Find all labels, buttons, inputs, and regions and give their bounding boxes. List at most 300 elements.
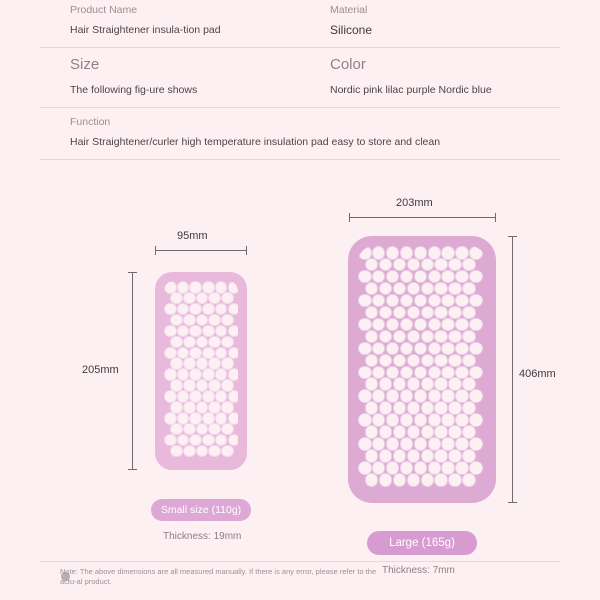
pad-hole <box>408 331 420 343</box>
pad-hole <box>442 295 454 307</box>
pad-hole <box>463 283 475 295</box>
pad-hole <box>203 304 214 315</box>
pad-hole <box>184 424 195 435</box>
small-width-label: 95mm <box>177 230 208 242</box>
pad-hole <box>401 295 413 307</box>
small-width-tick-left <box>155 246 156 255</box>
pad-hole <box>415 438 427 450</box>
pad-hole <box>429 343 441 355</box>
pad-hole <box>359 319 371 331</box>
pad-hole <box>366 259 378 271</box>
pad-hole <box>171 337 182 348</box>
pad-hole <box>442 271 454 283</box>
pad-hole <box>422 378 434 390</box>
pad-hole <box>178 413 189 424</box>
pad-hole <box>429 247 441 259</box>
pad-hole <box>197 424 208 435</box>
pad-hole <box>380 450 392 462</box>
pad-hole <box>435 259 447 271</box>
small-width-dim-line <box>155 250 247 251</box>
spec-row <box>40 108 560 160</box>
pad-hole <box>366 331 378 343</box>
spec-value: Silicone <box>330 23 373 37</box>
pad-hole <box>442 343 454 355</box>
pad-hole <box>359 343 371 355</box>
pad-hole <box>449 426 461 438</box>
pad-hole <box>470 247 482 259</box>
pad-hole <box>373 414 385 426</box>
pad-hole <box>435 426 447 438</box>
pad-hole <box>171 402 182 413</box>
pad-hole <box>209 446 220 457</box>
spec-cell-color <box>300 56 560 97</box>
pad-hole <box>470 271 482 283</box>
pad-hole <box>463 331 475 343</box>
pad-hole <box>216 326 227 337</box>
pad-hole <box>470 295 482 307</box>
pad-hole <box>463 402 475 414</box>
pad-hole <box>429 271 441 283</box>
pad-hole <box>435 355 447 367</box>
pad-hole <box>380 402 392 414</box>
pad-hole <box>380 283 392 295</box>
pad-hole <box>184 402 195 413</box>
pad-hole <box>387 271 399 283</box>
pad-hole <box>222 424 233 435</box>
pad-hole <box>394 259 406 271</box>
pad-hole <box>222 402 233 413</box>
large-height-label: 406mm <box>519 368 556 380</box>
pad-hole <box>449 450 461 462</box>
pad-hole <box>190 304 201 315</box>
pad-hole <box>456 271 468 283</box>
pad-hole <box>203 369 214 380</box>
small-height-tick-top <box>128 272 137 273</box>
pad-hole <box>456 367 468 379</box>
pad-hole <box>415 414 427 426</box>
pad-hole <box>449 474 461 486</box>
pad-hole <box>415 319 427 331</box>
pad-hole <box>387 390 399 402</box>
pad-hole <box>171 293 182 304</box>
pad-hole <box>190 348 201 359</box>
pad-hole <box>401 390 413 402</box>
pad-hole <box>209 380 220 391</box>
spec-label: Material <box>330 4 368 16</box>
pad-hole <box>449 402 461 414</box>
pad-hole <box>380 259 392 271</box>
pad-hole <box>165 369 176 380</box>
pad-hole <box>366 378 378 390</box>
pad-hole <box>229 304 239 315</box>
pad-hole <box>184 380 195 391</box>
pad-hole <box>165 413 176 424</box>
pad-hole <box>470 319 482 331</box>
pad-hole <box>456 319 468 331</box>
pad-hole <box>435 402 447 414</box>
large-pad-inner <box>358 246 486 493</box>
pad-hole <box>435 378 447 390</box>
pad-hole <box>442 390 454 402</box>
pad-hole <box>422 307 434 319</box>
pad-hole <box>401 438 413 450</box>
pad-hole <box>359 247 371 259</box>
pad-hole <box>359 390 371 402</box>
pad-hole <box>422 259 434 271</box>
pad-hole <box>449 307 461 319</box>
pad-hole <box>394 355 406 367</box>
specification-table <box>40 0 560 160</box>
pad-hole <box>470 414 482 426</box>
pad-hole <box>422 450 434 462</box>
pad-hole <box>171 358 182 369</box>
pad-hole <box>401 247 413 259</box>
pad-hole <box>229 391 239 402</box>
pad-hole <box>408 307 420 319</box>
pad-hole <box>429 367 441 379</box>
pad-hole <box>387 343 399 355</box>
pad-hole <box>415 462 427 474</box>
pad-hole <box>373 343 385 355</box>
pad-hole <box>435 331 447 343</box>
pad-hole <box>429 414 441 426</box>
pad-hole <box>197 446 208 457</box>
pad-hole <box>408 259 420 271</box>
pad-hole <box>408 355 420 367</box>
spec-value: Hair Straightener insula-tion pad <box>70 24 221 36</box>
small-pad-illustration <box>155 272 247 470</box>
spec-cell-material <box>300 4 560 37</box>
pad-hole <box>429 319 441 331</box>
pad-hole <box>165 326 176 337</box>
pad-hole <box>463 426 475 438</box>
footer-note: Note: The above dimensions are all measured manually. If there is any error, please refer to the actu-al product. <box>60 567 377 586</box>
pad-hole <box>401 367 413 379</box>
pad-hole <box>470 343 482 355</box>
pad-hole <box>394 331 406 343</box>
small-pad-holes <box>164 281 238 461</box>
pad-hole <box>442 462 454 474</box>
pad-hole <box>380 307 392 319</box>
large-size-badge: Large (165g) <box>367 531 477 555</box>
pad-hole <box>203 326 214 337</box>
pad-hole <box>222 293 233 304</box>
pad-hole <box>387 462 399 474</box>
pad-hole <box>408 426 420 438</box>
small-height-dim-line <box>132 272 133 470</box>
pad-hole <box>442 438 454 450</box>
pad-hole <box>190 369 201 380</box>
pad-hole <box>373 319 385 331</box>
pad-hole <box>184 358 195 369</box>
pad-hole <box>209 358 220 369</box>
spec-cell-product-name <box>40 4 300 37</box>
pad-hole <box>216 304 227 315</box>
pad-hole <box>449 355 461 367</box>
pad-hole <box>401 319 413 331</box>
pad-hole <box>429 390 441 402</box>
pad-hole <box>216 369 227 380</box>
pad-hole <box>171 446 182 457</box>
pad-hole <box>442 367 454 379</box>
pad-hole <box>190 326 201 337</box>
pad-hole <box>203 348 214 359</box>
pad-hole <box>422 283 434 295</box>
pad-hole <box>184 315 195 326</box>
pad-hole <box>449 259 461 271</box>
pad-hole <box>165 304 176 315</box>
pad-hole <box>178 435 189 446</box>
pad-hole <box>470 390 482 402</box>
pad-hole <box>197 402 208 413</box>
large-width-label: 203mm <box>396 197 433 209</box>
pad-hole <box>394 426 406 438</box>
pad-hole <box>408 474 420 486</box>
large-width-dim-line <box>349 217 496 218</box>
pad-hole <box>408 283 420 295</box>
small-height-tick-bottom <box>128 469 137 470</box>
pad-hole <box>197 358 208 369</box>
pad-hole <box>401 343 413 355</box>
pad-hole <box>359 438 371 450</box>
pad-hole <box>463 450 475 462</box>
pad-hole <box>394 474 406 486</box>
pad-hole <box>394 283 406 295</box>
pad-hole <box>184 446 195 457</box>
pad-hole <box>373 295 385 307</box>
large-width-tick-right <box>495 213 496 222</box>
pad-hole <box>429 462 441 474</box>
pad-hole <box>178 348 189 359</box>
pad-hole <box>171 315 182 326</box>
pad-hole <box>449 378 461 390</box>
pad-hole <box>222 315 233 326</box>
pad-hole <box>229 413 239 424</box>
pad-hole <box>463 378 475 390</box>
spec-label: Color <box>330 56 366 73</box>
pad-hole <box>229 348 239 359</box>
large-height-dim-line <box>512 236 513 503</box>
pad-hole <box>366 402 378 414</box>
pad-hole <box>442 247 454 259</box>
pad-hole <box>387 247 399 259</box>
pad-hole <box>184 293 195 304</box>
pad-hole <box>429 295 441 307</box>
pad-hole <box>165 348 176 359</box>
pad-hole <box>229 326 239 337</box>
pad-hole <box>408 450 420 462</box>
pad-hole <box>401 462 413 474</box>
pad-hole <box>401 271 413 283</box>
pad-hole <box>463 307 475 319</box>
pad-hole <box>422 402 434 414</box>
pad-hole <box>209 315 220 326</box>
pad-hole <box>359 367 371 379</box>
pad-hole <box>216 391 227 402</box>
pad-hole <box>203 413 214 424</box>
pad-hole <box>209 424 220 435</box>
pad-hole <box>422 426 434 438</box>
pad-hole <box>470 462 482 474</box>
pad-hole <box>380 355 392 367</box>
pad-hole <box>178 391 189 402</box>
large-height-tick-top <box>508 236 517 237</box>
pad-hole <box>387 367 399 379</box>
pad-hole <box>456 343 468 355</box>
pad-hole <box>216 435 227 446</box>
pad-hole <box>380 474 392 486</box>
pad-hole <box>222 446 233 457</box>
pad-hole <box>435 307 447 319</box>
pad-hole <box>222 337 233 348</box>
small-height-label: 205mm <box>82 364 119 376</box>
pad-hole <box>373 367 385 379</box>
pad-hole <box>435 283 447 295</box>
pad-hole <box>197 315 208 326</box>
pad-hole <box>178 282 189 293</box>
pad-hole <box>229 282 239 293</box>
pad-hole <box>178 326 189 337</box>
pad-hole <box>456 438 468 450</box>
spec-cell-function <box>40 116 560 149</box>
pad-hole <box>373 390 385 402</box>
pad-hole <box>456 390 468 402</box>
pad-hole <box>429 438 441 450</box>
pad-hole <box>209 293 220 304</box>
pad-hole <box>165 282 176 293</box>
pad-hole <box>178 369 189 380</box>
spec-value: The following fig-ure shows <box>70 84 198 96</box>
pad-hole <box>387 295 399 307</box>
pad-hole <box>216 282 227 293</box>
pad-hole <box>442 414 454 426</box>
pad-hole <box>171 424 182 435</box>
pad-hole <box>190 282 201 293</box>
pad-hole <box>373 438 385 450</box>
large-pad-holes <box>358 246 486 493</box>
small-width-tick-right <box>246 246 247 255</box>
pad-hole <box>470 367 482 379</box>
pad-hole <box>359 414 371 426</box>
pad-hole <box>456 462 468 474</box>
pad-hole <box>463 474 475 486</box>
pad-hole <box>401 414 413 426</box>
pad-hole <box>442 319 454 331</box>
pad-hole <box>470 438 482 450</box>
pad-hole <box>222 358 233 369</box>
pad-hole <box>394 307 406 319</box>
pad-hole <box>435 474 447 486</box>
pad-hole <box>366 450 378 462</box>
pad-hole <box>415 343 427 355</box>
pad-hole <box>165 391 176 402</box>
pad-hole <box>415 295 427 307</box>
large-width-tick-left <box>349 213 350 222</box>
pad-hole <box>380 378 392 390</box>
pad-hole <box>394 402 406 414</box>
pad-hole <box>422 474 434 486</box>
pad-hole <box>456 414 468 426</box>
spec-row <box>40 48 560 108</box>
pad-hole <box>366 283 378 295</box>
pad-hole <box>394 450 406 462</box>
large-pad-illustration <box>348 236 496 503</box>
pad-hole <box>449 283 461 295</box>
pad-hole <box>463 355 475 367</box>
pad-hole <box>422 355 434 367</box>
pad-hole <box>373 271 385 283</box>
pad-hole <box>178 304 189 315</box>
large-thickness-label: Thickness: 7mm <box>382 565 455 576</box>
pad-hole <box>373 462 385 474</box>
pad-hole <box>415 247 427 259</box>
pad-hole <box>394 378 406 390</box>
pad-hole <box>366 426 378 438</box>
pad-hole <box>216 413 227 424</box>
pad-hole <box>456 247 468 259</box>
pad-hole <box>366 474 378 486</box>
pad-hole <box>373 247 385 259</box>
product-dimension-diagram <box>0 186 600 600</box>
pad-hole <box>359 271 371 283</box>
pad-hole <box>197 293 208 304</box>
pad-hole <box>449 331 461 343</box>
pad-hole <box>387 414 399 426</box>
pad-hole <box>435 450 447 462</box>
pad-hole <box>415 271 427 283</box>
spec-value: Nordic pink lilac purple Nordic blue <box>330 84 492 96</box>
pad-hole <box>197 337 208 348</box>
pad-hole <box>229 369 239 380</box>
footer-divider <box>40 561 560 562</box>
pad-hole <box>408 402 420 414</box>
pad-hole <box>387 438 399 450</box>
pad-hole <box>190 391 201 402</box>
pad-hole <box>415 367 427 379</box>
pad-hole <box>422 331 434 343</box>
spec-label: Product Name <box>70 4 138 16</box>
small-pad-inner <box>164 281 238 461</box>
pad-hole <box>222 380 233 391</box>
pad-hole <box>408 378 420 390</box>
spec-row <box>40 0 560 48</box>
pad-hole <box>359 462 371 474</box>
pad-hole <box>387 319 399 331</box>
pad-hole <box>203 435 214 446</box>
pad-hole <box>380 331 392 343</box>
pad-hole <box>203 282 214 293</box>
pad-hole <box>229 435 239 446</box>
pad-hole <box>209 337 220 348</box>
pad-hole <box>380 426 392 438</box>
pad-hole <box>209 402 220 413</box>
pad-hole <box>366 307 378 319</box>
pad-hole <box>456 295 468 307</box>
spec-label: Function <box>70 116 111 128</box>
pad-hole <box>190 435 201 446</box>
pad-hole <box>165 435 176 446</box>
pad-hole <box>415 390 427 402</box>
large-height-tick-bottom <box>508 502 517 503</box>
pad-hole <box>197 380 208 391</box>
pad-hole <box>203 391 214 402</box>
spec-cell-size <box>40 56 300 97</box>
small-thickness-label: Thickness: 19mm <box>163 531 242 542</box>
pad-hole <box>366 355 378 367</box>
pad-hole <box>190 413 201 424</box>
pad-hole <box>216 348 227 359</box>
spec-label: Size <box>70 56 100 73</box>
